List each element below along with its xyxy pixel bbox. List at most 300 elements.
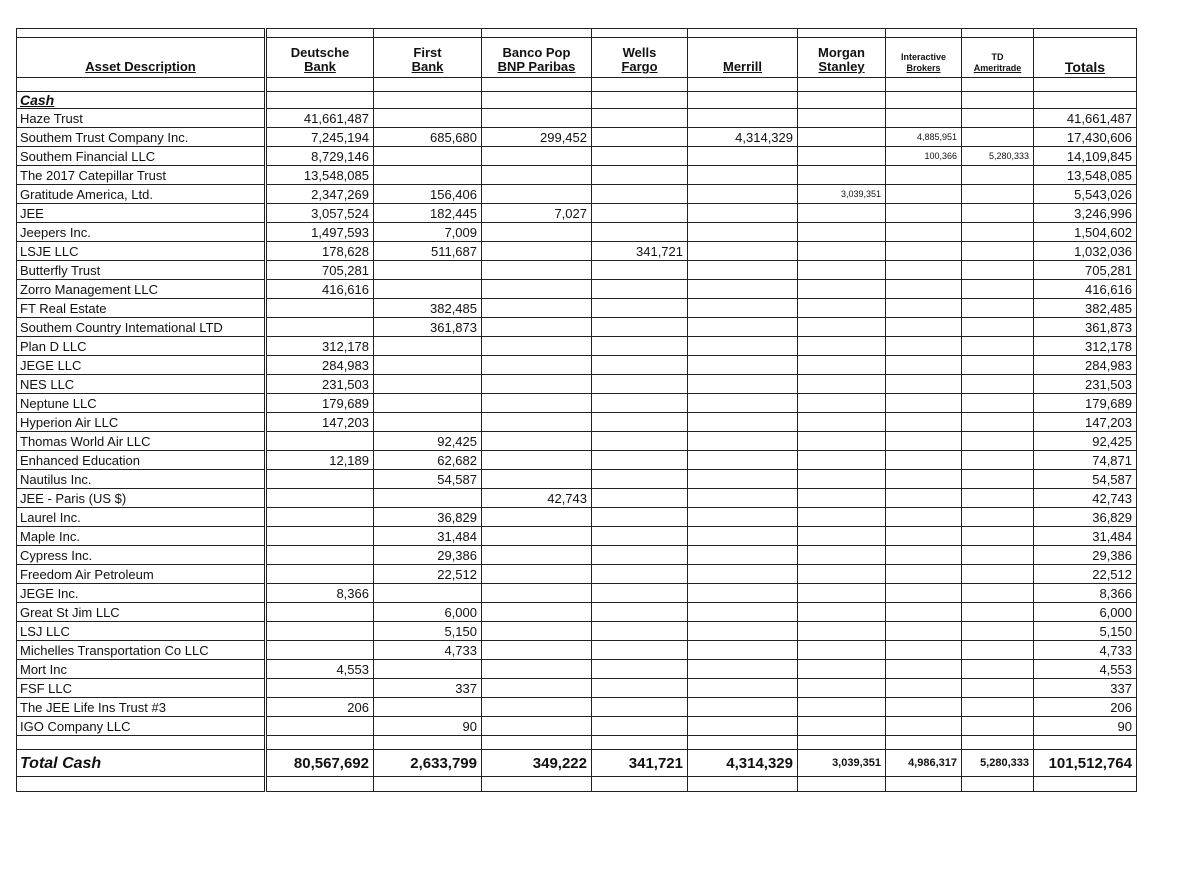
table-row: [17, 223, 1137, 242]
amount-cell-tot: 6,000: [1034, 603, 1137, 622]
amount-cell-tot: 90: [1034, 717, 1137, 736]
asset-description-cell: LSJE LLC: [17, 242, 266, 261]
asset-description-cell: Enhanced Education: [17, 451, 266, 470]
asset-description-cell: Zorro Management LLC: [17, 280, 266, 299]
amount-cell-tot: 4,553: [1034, 660, 1137, 679]
amount-cell-bp: [482, 223, 592, 242]
amount-cell-me: [688, 223, 798, 242]
amount-cell-bp: [482, 185, 592, 204]
amount-cell-db: 41,661,487: [266, 109, 374, 128]
table-row: [17, 280, 1137, 299]
amount-cell-tot: 416,616: [1034, 280, 1137, 299]
table-row: [17, 375, 1137, 394]
amount-cell-ms: [798, 394, 886, 413]
amount-cell-wf: [592, 337, 688, 356]
amount-cell-tot: 705,281: [1034, 261, 1137, 280]
amount-cell-bp: [482, 147, 592, 166]
amount-cell-db: [266, 527, 374, 546]
amount-cell-tot: 4,733: [1034, 641, 1137, 660]
table-row: [17, 432, 1137, 451]
amount-cell-fb: 5,150: [374, 622, 482, 641]
amount-cell-bp: [482, 508, 592, 527]
amount-cell-ib: [886, 546, 962, 565]
amount-cell-ms: [798, 356, 886, 375]
asset-description-cell: The 2017 Catepillar Trust: [17, 166, 266, 185]
asset-description-cell: JEGE LLC: [17, 356, 266, 375]
asset-description-cell: JEE: [17, 204, 266, 223]
amount-cell-fb: [374, 394, 482, 413]
amount-cell-td: [962, 489, 1034, 508]
amount-cell-ib: [886, 109, 962, 128]
asset-description-cell: Thomas World Air LLC: [17, 432, 266, 451]
amount-cell-ib: [886, 299, 962, 318]
amount-cell-tot: 13,548,085: [1034, 166, 1137, 185]
table-row: [17, 394, 1137, 413]
amount-cell-ib: [886, 508, 962, 527]
amount-cell-fb: [374, 337, 482, 356]
amount-cell-db: [266, 299, 374, 318]
amount-cell-td: [962, 394, 1034, 413]
amount-cell-ms: [798, 546, 886, 565]
amount-cell-me: [688, 489, 798, 508]
amount-cell-db: [266, 470, 374, 489]
amount-cell-ib: 4,885,951: [886, 128, 962, 147]
amount-cell-tot: 179,689: [1034, 394, 1137, 413]
amount-cell-wf: [592, 356, 688, 375]
amount-cell-me: [688, 584, 798, 603]
amount-cell-ib: [886, 280, 962, 299]
amount-cell-wf: [592, 660, 688, 679]
amount-cell-bp: [482, 337, 592, 356]
amount-cell-ib: [886, 622, 962, 641]
amount-cell-bp: [482, 280, 592, 299]
amount-cell-td: [962, 356, 1034, 375]
table-row: [17, 603, 1137, 622]
amount-cell-wf: [592, 432, 688, 451]
amount-cell-td: [962, 242, 1034, 261]
amount-cell-wf: [592, 698, 688, 717]
amount-cell-ib: [886, 394, 962, 413]
amount-cell-me: [688, 679, 798, 698]
amount-cell-wf: [592, 641, 688, 660]
amount-cell-ms: [798, 242, 886, 261]
section-label-cash: Cash: [17, 92, 266, 109]
amount-cell-me: [688, 394, 798, 413]
amount-cell-ib: [886, 432, 962, 451]
amount-cell-wf: [592, 451, 688, 470]
amount-cell-tot: 147,203: [1034, 413, 1137, 432]
amount-cell-td: [962, 660, 1034, 679]
amount-cell-db: 8,729,146: [266, 147, 374, 166]
amount-cell-ib: [886, 223, 962, 242]
amount-cell-tot: 17,430,606: [1034, 128, 1137, 147]
header-row: [17, 38, 1137, 78]
table-row: [17, 565, 1137, 584]
amount-cell-ms: [798, 299, 886, 318]
asset-description-cell: The JEE Life Ins Trust #3: [17, 698, 266, 717]
amount-cell-fb: 36,829: [374, 508, 482, 527]
amount-cell-db: 284,983: [266, 356, 374, 375]
amount-cell-me: [688, 109, 798, 128]
amount-cell-ib: [886, 261, 962, 280]
top-blank-row: [17, 29, 1137, 38]
amount-cell-ib: [886, 242, 962, 261]
asset-description-cell: Freedom Air Petroleum: [17, 565, 266, 584]
amount-cell-fb: 7,009: [374, 223, 482, 242]
amount-cell-bp: [482, 432, 592, 451]
table-row: [17, 204, 1137, 223]
amount-cell-td: [962, 280, 1034, 299]
amount-cell-td: [962, 470, 1034, 489]
amount-cell-ms: [798, 166, 886, 185]
asset-description-cell: JEE - Paris (US $): [17, 489, 266, 508]
amount-cell-tot: 5,150: [1034, 622, 1137, 641]
amount-cell-db: 2,347,269: [266, 185, 374, 204]
amount-cell-ib: [886, 565, 962, 584]
amount-cell-wf: [592, 204, 688, 223]
amount-cell-ib: [886, 356, 962, 375]
amount-cell-db: [266, 318, 374, 337]
amount-cell-ib: [886, 204, 962, 223]
amount-cell-ms: [798, 223, 886, 242]
asset-description-cell: JEGE Inc.: [17, 584, 266, 603]
amount-cell-db: [266, 622, 374, 641]
amount-cell-td: [962, 375, 1034, 394]
amount-cell-ms: [798, 280, 886, 299]
amount-cell-td: [962, 603, 1034, 622]
section-row: [17, 92, 1137, 109]
amount-cell-wf: [592, 394, 688, 413]
amount-cell-ib: 100,366: [886, 147, 962, 166]
amount-cell-wf: [592, 109, 688, 128]
amount-cell-td: [962, 318, 1034, 337]
amount-cell-td: [962, 622, 1034, 641]
header-merrill: Merrill: [688, 38, 798, 78]
amount-cell-fb: [374, 109, 482, 128]
table-row: [17, 717, 1137, 736]
amount-cell-me: [688, 147, 798, 166]
header-td-ameritrade: TD Ameritrade: [962, 38, 1034, 78]
amount-cell-wf: [592, 375, 688, 394]
amount-cell-td: [962, 204, 1034, 223]
header-banco-pop: Banco Pop BNP Paribas: [482, 38, 592, 78]
table-row: [17, 318, 1137, 337]
amount-cell-ib: [886, 337, 962, 356]
amount-cell-db: [266, 432, 374, 451]
table-row: [17, 527, 1137, 546]
amount-cell-fb: 382,485: [374, 299, 482, 318]
amount-cell-ms: [798, 337, 886, 356]
amount-cell-wf: [592, 261, 688, 280]
amount-cell-me: [688, 451, 798, 470]
amount-cell-td: [962, 432, 1034, 451]
header-deutsche-bank: Deutsche Bank: [266, 38, 374, 78]
amount-cell-fb: 92,425: [374, 432, 482, 451]
amount-cell-me: [688, 261, 798, 280]
amount-cell-db: [266, 565, 374, 584]
amount-cell-ib: [886, 489, 962, 508]
amount-cell-wf: 341,721: [592, 242, 688, 261]
amount-cell-fb: [374, 698, 482, 717]
amount-cell-me: [688, 641, 798, 660]
amount-cell-wf: [592, 622, 688, 641]
amount-cell-wf: [592, 318, 688, 337]
amount-cell-db: 147,203: [266, 413, 374, 432]
asset-description-cell: Nautilus Inc.: [17, 470, 266, 489]
amount-cell-db: [266, 489, 374, 508]
amount-cell-me: [688, 375, 798, 394]
amount-cell-ms: [798, 584, 886, 603]
asset-description-cell: Southem Trust Company Inc.: [17, 128, 266, 147]
header-first-bank: First Bank: [374, 38, 482, 78]
amount-cell-fb: 337: [374, 679, 482, 698]
amount-cell-ms: [798, 318, 886, 337]
amount-cell-tot: 31,484: [1034, 527, 1137, 546]
amount-cell-fb: [374, 356, 482, 375]
amount-cell-me: [688, 717, 798, 736]
amount-cell-ib: [886, 451, 962, 470]
amount-cell-db: [266, 679, 374, 698]
total-cell-wf: 341,721: [592, 750, 688, 777]
amount-cell-td: [962, 679, 1034, 698]
amount-cell-fb: 62,682: [374, 451, 482, 470]
total-cell-fb: 2,633,799: [374, 750, 482, 777]
amount-cell-bp: [482, 470, 592, 489]
asset-description-cell: NES LLC: [17, 375, 266, 394]
asset-description-cell: Gratitude America, Ltd.: [17, 185, 266, 204]
amount-cell-tot: 8,366: [1034, 584, 1137, 603]
asset-description-cell: Michelles Transportation Co LLC: [17, 641, 266, 660]
table-row: [17, 413, 1137, 432]
amount-cell-ms: [798, 603, 886, 622]
amount-cell-me: [688, 622, 798, 641]
amount-cell-tot: 206: [1034, 698, 1137, 717]
amount-cell-bp: [482, 109, 592, 128]
amount-cell-tot: 36,829: [1034, 508, 1137, 527]
amount-cell-wf: [592, 584, 688, 603]
amount-cell-me: [688, 337, 798, 356]
amount-cell-me: [688, 204, 798, 223]
table-row: [17, 356, 1137, 375]
amount-cell-me: [688, 280, 798, 299]
amount-cell-wf: [592, 508, 688, 527]
amount-cell-db: 3,057,524: [266, 204, 374, 223]
amount-cell-db: 7,245,194: [266, 128, 374, 147]
amount-cell-wf: [592, 470, 688, 489]
amount-cell-fb: 22,512: [374, 565, 482, 584]
amount-cell-tot: 29,386: [1034, 546, 1137, 565]
asset-description-cell: IGO Company LLC: [17, 717, 266, 736]
amount-cell-wf: [592, 166, 688, 185]
amount-cell-bp: 299,452: [482, 128, 592, 147]
amount-cell-fb: [374, 660, 482, 679]
amount-cell-db: 231,503: [266, 375, 374, 394]
amount-cell-fb: [374, 147, 482, 166]
amount-cell-ib: [886, 641, 962, 660]
header-totals: Totals: [1034, 38, 1137, 78]
amount-cell-tot: 54,587: [1034, 470, 1137, 489]
amount-cell-ib: [886, 318, 962, 337]
asset-description-cell: Mort Inc: [17, 660, 266, 679]
amount-cell-tot: 22,512: [1034, 565, 1137, 584]
amount-cell-fb: 685,680: [374, 128, 482, 147]
header-interactive-brokers: Interactive Brokers: [886, 38, 962, 78]
amount-cell-me: 4,314,329: [688, 128, 798, 147]
amount-cell-db: 179,689: [266, 394, 374, 413]
amount-cell-me: [688, 413, 798, 432]
amount-cell-tot: 74,871: [1034, 451, 1137, 470]
amount-cell-db: [266, 508, 374, 527]
amount-cell-bp: [482, 679, 592, 698]
amount-cell-wf: [592, 147, 688, 166]
amount-cell-td: [962, 261, 1034, 280]
amount-cell-tot: 5,543,026: [1034, 185, 1137, 204]
table-row: [17, 679, 1137, 698]
amount-cell-me: [688, 432, 798, 451]
asset-description-cell: Neptune LLC: [17, 394, 266, 413]
amount-cell-ib: [886, 166, 962, 185]
amount-cell-ms: [798, 109, 886, 128]
amount-cell-wf: [592, 717, 688, 736]
table-row: [17, 451, 1137, 470]
amount-cell-ib: [886, 717, 962, 736]
amount-cell-bp: [482, 356, 592, 375]
amount-cell-ib: [886, 527, 962, 546]
amount-cell-td: [962, 337, 1034, 356]
amount-cell-me: [688, 698, 798, 717]
amount-cell-ib: [886, 413, 962, 432]
cash-ledger-sheet: [16, 28, 1136, 792]
amount-cell-ms: [798, 375, 886, 394]
amount-cell-bp: [482, 451, 592, 470]
amount-cell-ms: [798, 128, 886, 147]
amount-cell-tot: 337: [1034, 679, 1137, 698]
table-row: [17, 299, 1137, 318]
amount-cell-ib: [886, 470, 962, 489]
amount-cell-ms: [798, 641, 886, 660]
amount-cell-ms: [798, 261, 886, 280]
table-row: [17, 261, 1137, 280]
amount-cell-fb: 4,733: [374, 641, 482, 660]
amount-cell-fb: 182,445: [374, 204, 482, 223]
asset-description-cell: Laurel Inc.: [17, 508, 266, 527]
header-morgan-stanley: Morgan Stanley: [798, 38, 886, 78]
total-cell-me: 4,314,329: [688, 750, 798, 777]
amount-cell-wf: [592, 185, 688, 204]
amount-cell-td: [962, 109, 1034, 128]
amount-cell-wf: [592, 679, 688, 698]
amount-cell-td: 5,280,333: [962, 147, 1034, 166]
amount-cell-bp: [482, 660, 592, 679]
amount-cell-db: [266, 546, 374, 565]
amount-cell-ib: [886, 584, 962, 603]
amount-cell-bp: [482, 261, 592, 280]
amount-cell-fb: 361,873: [374, 318, 482, 337]
amount-cell-bp: 42,743: [482, 489, 592, 508]
table-row: [17, 660, 1137, 679]
amount-cell-ms: [798, 432, 886, 451]
amount-cell-ms: [798, 147, 886, 166]
asset-description-cell: Southem Country Intemational LTD: [17, 318, 266, 337]
table-row: [17, 166, 1137, 185]
amount-cell-me: [688, 356, 798, 375]
amount-cell-tot: 14,109,845: [1034, 147, 1137, 166]
total-cash-label: Total Cash: [17, 750, 266, 777]
table-row: [17, 641, 1137, 660]
amount-cell-wf: [592, 546, 688, 565]
amount-cell-tot: 3,246,996: [1034, 204, 1137, 223]
amount-cell-wf: [592, 128, 688, 147]
amount-cell-td: [962, 185, 1034, 204]
amount-cell-fb: [374, 166, 482, 185]
amount-cell-td: [962, 128, 1034, 147]
amount-cell-fb: [374, 584, 482, 603]
amount-cell-ms: [798, 489, 886, 508]
amount-cell-wf: [592, 280, 688, 299]
asset-description-cell: Cypress Inc.: [17, 546, 266, 565]
asset-description-cell: Maple Inc.: [17, 527, 266, 546]
amount-cell-ib: [886, 375, 962, 394]
amount-cell-bp: [482, 622, 592, 641]
amount-cell-td: [962, 223, 1034, 242]
asset-description-cell: Southem Financial LLC: [17, 147, 266, 166]
total-cell-tot: 101,512,764: [1034, 750, 1137, 777]
amount-cell-wf: [592, 223, 688, 242]
amount-cell-bp: [482, 394, 592, 413]
amount-cell-tot: 284,983: [1034, 356, 1137, 375]
amount-cell-db: 8,366: [266, 584, 374, 603]
amount-cell-td: [962, 508, 1034, 527]
amount-cell-ms: [798, 527, 886, 546]
amount-cell-ms: [798, 717, 886, 736]
amount-cell-ms: [798, 679, 886, 698]
amount-cell-me: [688, 603, 798, 622]
amount-cell-db: 12,189: [266, 451, 374, 470]
amount-cell-db: 312,178: [266, 337, 374, 356]
amount-cell-ms: [798, 565, 886, 584]
amount-cell-db: [266, 717, 374, 736]
amount-cell-fb: [374, 413, 482, 432]
amount-cell-td: [962, 584, 1034, 603]
amount-cell-db: 206: [266, 698, 374, 717]
amount-cell-me: [688, 185, 798, 204]
total-cell-db: 80,567,692: [266, 750, 374, 777]
amount-cell-td: [962, 451, 1034, 470]
asset-description-cell: FSF LLC: [17, 679, 266, 698]
amount-cell-bp: [482, 166, 592, 185]
total-cell-bp: 349,222: [482, 750, 592, 777]
amount-cell-ms: [798, 508, 886, 527]
amount-cell-me: [688, 508, 798, 527]
amount-cell-fb: [374, 489, 482, 508]
amount-cell-wf: [592, 489, 688, 508]
amount-cell-bp: [482, 242, 592, 261]
pre-total-gap-row: [17, 736, 1137, 750]
amount-cell-db: 416,616: [266, 280, 374, 299]
amount-cell-db: 13,548,085: [266, 166, 374, 185]
table-row: [17, 337, 1137, 356]
amount-cell-bp: [482, 717, 592, 736]
amount-cell-wf: [592, 565, 688, 584]
asset-description-cell: Butterfly Trust: [17, 261, 266, 280]
amount-cell-ms: [798, 698, 886, 717]
amount-cell-td: [962, 698, 1034, 717]
header-asset-description: Asset Description: [17, 38, 266, 78]
amount-cell-wf: [592, 413, 688, 432]
asset-description-cell: Plan D LLC: [17, 337, 266, 356]
amount-cell-td: [962, 546, 1034, 565]
table-row: [17, 470, 1137, 489]
